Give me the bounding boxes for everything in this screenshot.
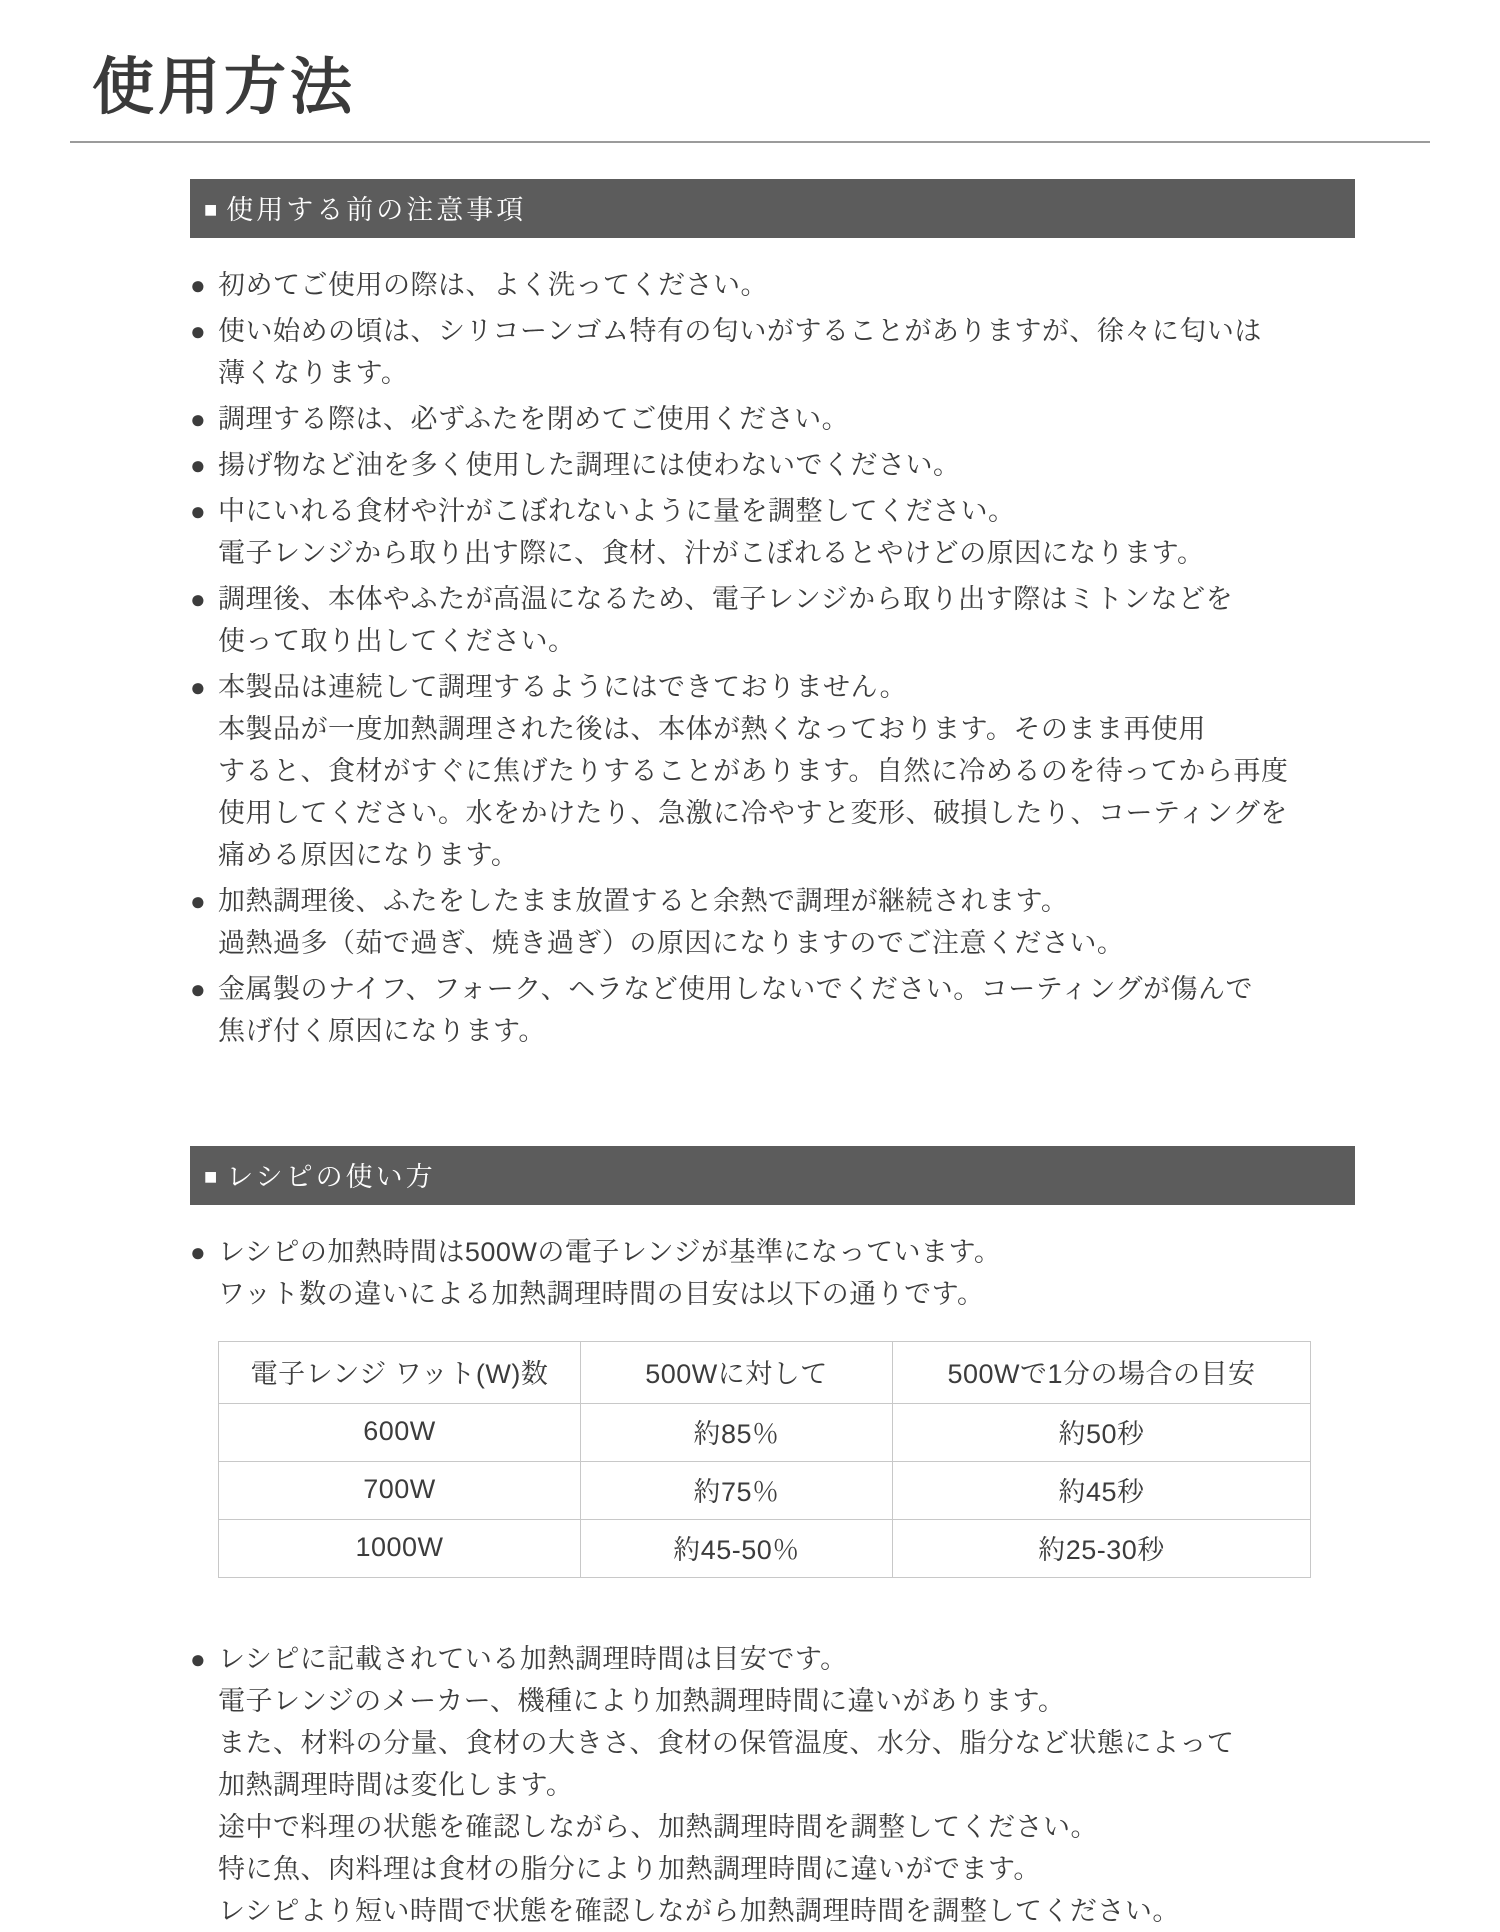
list-item-line: すると、食材がすぐに焦げたりすることがあります。自然に冷めるのを待ってから再度: [218, 756, 1289, 787]
bullet-icon: ●: [190, 672, 206, 703]
list-item: [190, 666, 1370, 876]
list-item-line: 中にいれる食材や汁がこぼれないように量を調整してください。: [218, 496, 1016, 527]
list-item-line: 痛める原因になります。: [218, 840, 519, 871]
list-item-line: 調理する際は、必ずふたを閉めてご使用ください。: [218, 404, 850, 435]
list-item-line: また、材料の分量、食材の大きさ、食材の保管温度、水分、脂分など状態によって: [218, 1728, 1235, 1759]
list-item-line: 特に魚、肉料理は食材の脂分により加熱調理時間に違いがでます。: [218, 1854, 1041, 1885]
table-cell: 600W: [219, 1404, 581, 1462]
bullet-icon: ●: [190, 404, 206, 435]
title-divider: [70, 141, 1430, 143]
bullet-icon: ●: [190, 886, 206, 917]
page-title: 使用方法: [92, 53, 357, 122]
table-header-cell: 500Wで1分の場合の目安: [893, 1342, 1311, 1404]
table-row: [219, 1520, 1311, 1578]
list-item: [190, 578, 1370, 662]
bullet-icon: ●: [190, 1644, 206, 1675]
wattage-table-wrapper: [218, 1341, 1430, 1578]
list-item-body: [218, 1231, 1370, 1315]
list-item-line: レシピより短い時間で状態を確認しながら加熱調理時間を調整してください。: [218, 1896, 1180, 1927]
title-block: [70, 0, 1430, 143]
recipe-usage-intro-list: [190, 1231, 1370, 1315]
list-item-line: 薄くなります。: [218, 358, 409, 389]
recipe-usage-notes-list: [190, 1638, 1370, 1932]
table-header-cell: 500Wに対して: [581, 1342, 893, 1404]
list-item: [190, 490, 1370, 574]
table-cell: 約45-50％: [581, 1520, 893, 1578]
table-header-cell: 電子レンジ ワット(W)数: [219, 1342, 581, 1404]
list-item-body: [218, 880, 1370, 964]
list-item-line: レシピに記載されている加熱調理時間は目安です。: [218, 1644, 848, 1675]
list-item-body: [218, 264, 1370, 306]
list-item-line: 加熱調理後、ふたをしたまま放置すると余熱で調理が継続されます。: [218, 886, 1069, 917]
bullet-icon: ●: [190, 496, 206, 527]
list-item-body: [218, 490, 1370, 574]
section-header-label: 使用する前の注意事項: [226, 195, 527, 226]
list-item-line: 揚げ物など油を多く使用した調理には使わないでください。: [218, 450, 961, 481]
list-item-body: [218, 398, 1370, 440]
list-item: [190, 1638, 1370, 1932]
table-header-row: [219, 1342, 1311, 1404]
list-item-line: 加熱調理時間は変化します。: [218, 1770, 574, 1801]
section-header-label: レシピの使い方: [226, 1162, 436, 1193]
list-item: [190, 398, 1370, 440]
list-item-body: [218, 578, 1370, 662]
square-marker-icon: ■: [204, 197, 221, 223]
table-cell: 約45秒: [893, 1462, 1311, 1520]
bullet-icon: ●: [190, 974, 206, 1005]
list-item: [190, 264, 1370, 306]
list-item-body: [218, 1638, 1370, 1932]
list-item-line: 使って取り出してください。: [218, 626, 576, 657]
precautions-list: [190, 264, 1370, 1052]
list-item-line: レシピの加熱時間は500Wの電子レンジが基準になっています。: [218, 1237, 1002, 1268]
list-item-body: [218, 310, 1370, 394]
list-item-line: 金属製のナイフ、フォーク、ヘラなど使用しないでください。コーティングが傷んで: [218, 974, 1254, 1005]
list-item-line: 使い始めの頃は、シリコーンゴム特有の匂いがすることがありますが、徐々に匂いは: [218, 316, 1262, 347]
bullet-icon: ●: [190, 1237, 206, 1268]
table-cell: 700W: [219, 1462, 581, 1520]
table-cell: 約25-30秒: [893, 1520, 1311, 1578]
table-cell: 約85％: [581, 1404, 893, 1462]
section-spacer: [70, 1056, 1430, 1110]
list-item-line: ワット数の違いによる加熱調理時間の目安は以下の通りです。: [218, 1279, 985, 1310]
bullet-icon: ●: [190, 270, 206, 301]
list-item-line: 本製品が一度加熱調理された後は、本体が熱くなっております。そのまま再使用: [218, 714, 1206, 745]
list-item-line: 過熱過多（茹で過ぎ、焼き過ぎ）の原因になりますのでご注意ください。: [218, 928, 1125, 959]
section-header-precautions: [190, 179, 1355, 238]
bullet-icon: ●: [190, 316, 206, 347]
table-spacer: [70, 1578, 1430, 1612]
list-item-line: 本製品は連続して調理するようにはできておりません。: [218, 672, 908, 703]
table-cell: 1000W: [219, 1520, 581, 1578]
list-item-line: 電子レンジから取り出す際に、食材、汁がこぼれるとやけどの原因になります。: [218, 538, 1205, 569]
list-item-body: [218, 968, 1370, 1052]
list-item-line: 初めてご使用の際は、よく洗ってください。: [218, 270, 768, 301]
list-item: [190, 444, 1370, 486]
list-item: [190, 1231, 1370, 1315]
square-marker-icon: ■: [204, 1164, 221, 1190]
table-cell: 約75％: [581, 1462, 893, 1520]
list-item-line: 焦げ付く原因になります。: [218, 1016, 546, 1047]
list-item-body: [218, 444, 1370, 486]
list-item: [190, 968, 1370, 1052]
wattage-table: [218, 1341, 1311, 1578]
bullet-icon: ●: [190, 584, 206, 615]
table-cell: 約50秒: [893, 1404, 1311, 1462]
list-item: [190, 880, 1370, 964]
list-item: [190, 310, 1370, 394]
list-item-line: 途中で料理の状態を確認しながら、加熱調理時間を調整してください。: [218, 1812, 1098, 1843]
list-item-line: 調理後、本体やふたが高温になるため、電子レンジから取り出す際はミトンなどを: [218, 584, 1234, 615]
section-header-recipe-usage: [190, 1146, 1355, 1205]
list-item-line: 電子レンジのメーカー、機種により加熱調理時間に違いがあります。: [218, 1686, 1066, 1717]
list-item-body: [218, 666, 1370, 876]
list-item-line: 使用してください。水をかけたり、急激に冷やすと変形、破損したり、コーティングを: [218, 798, 1288, 829]
bullet-icon: ●: [190, 450, 206, 481]
table-row: [219, 1404, 1311, 1462]
table-row: [219, 1462, 1311, 1520]
